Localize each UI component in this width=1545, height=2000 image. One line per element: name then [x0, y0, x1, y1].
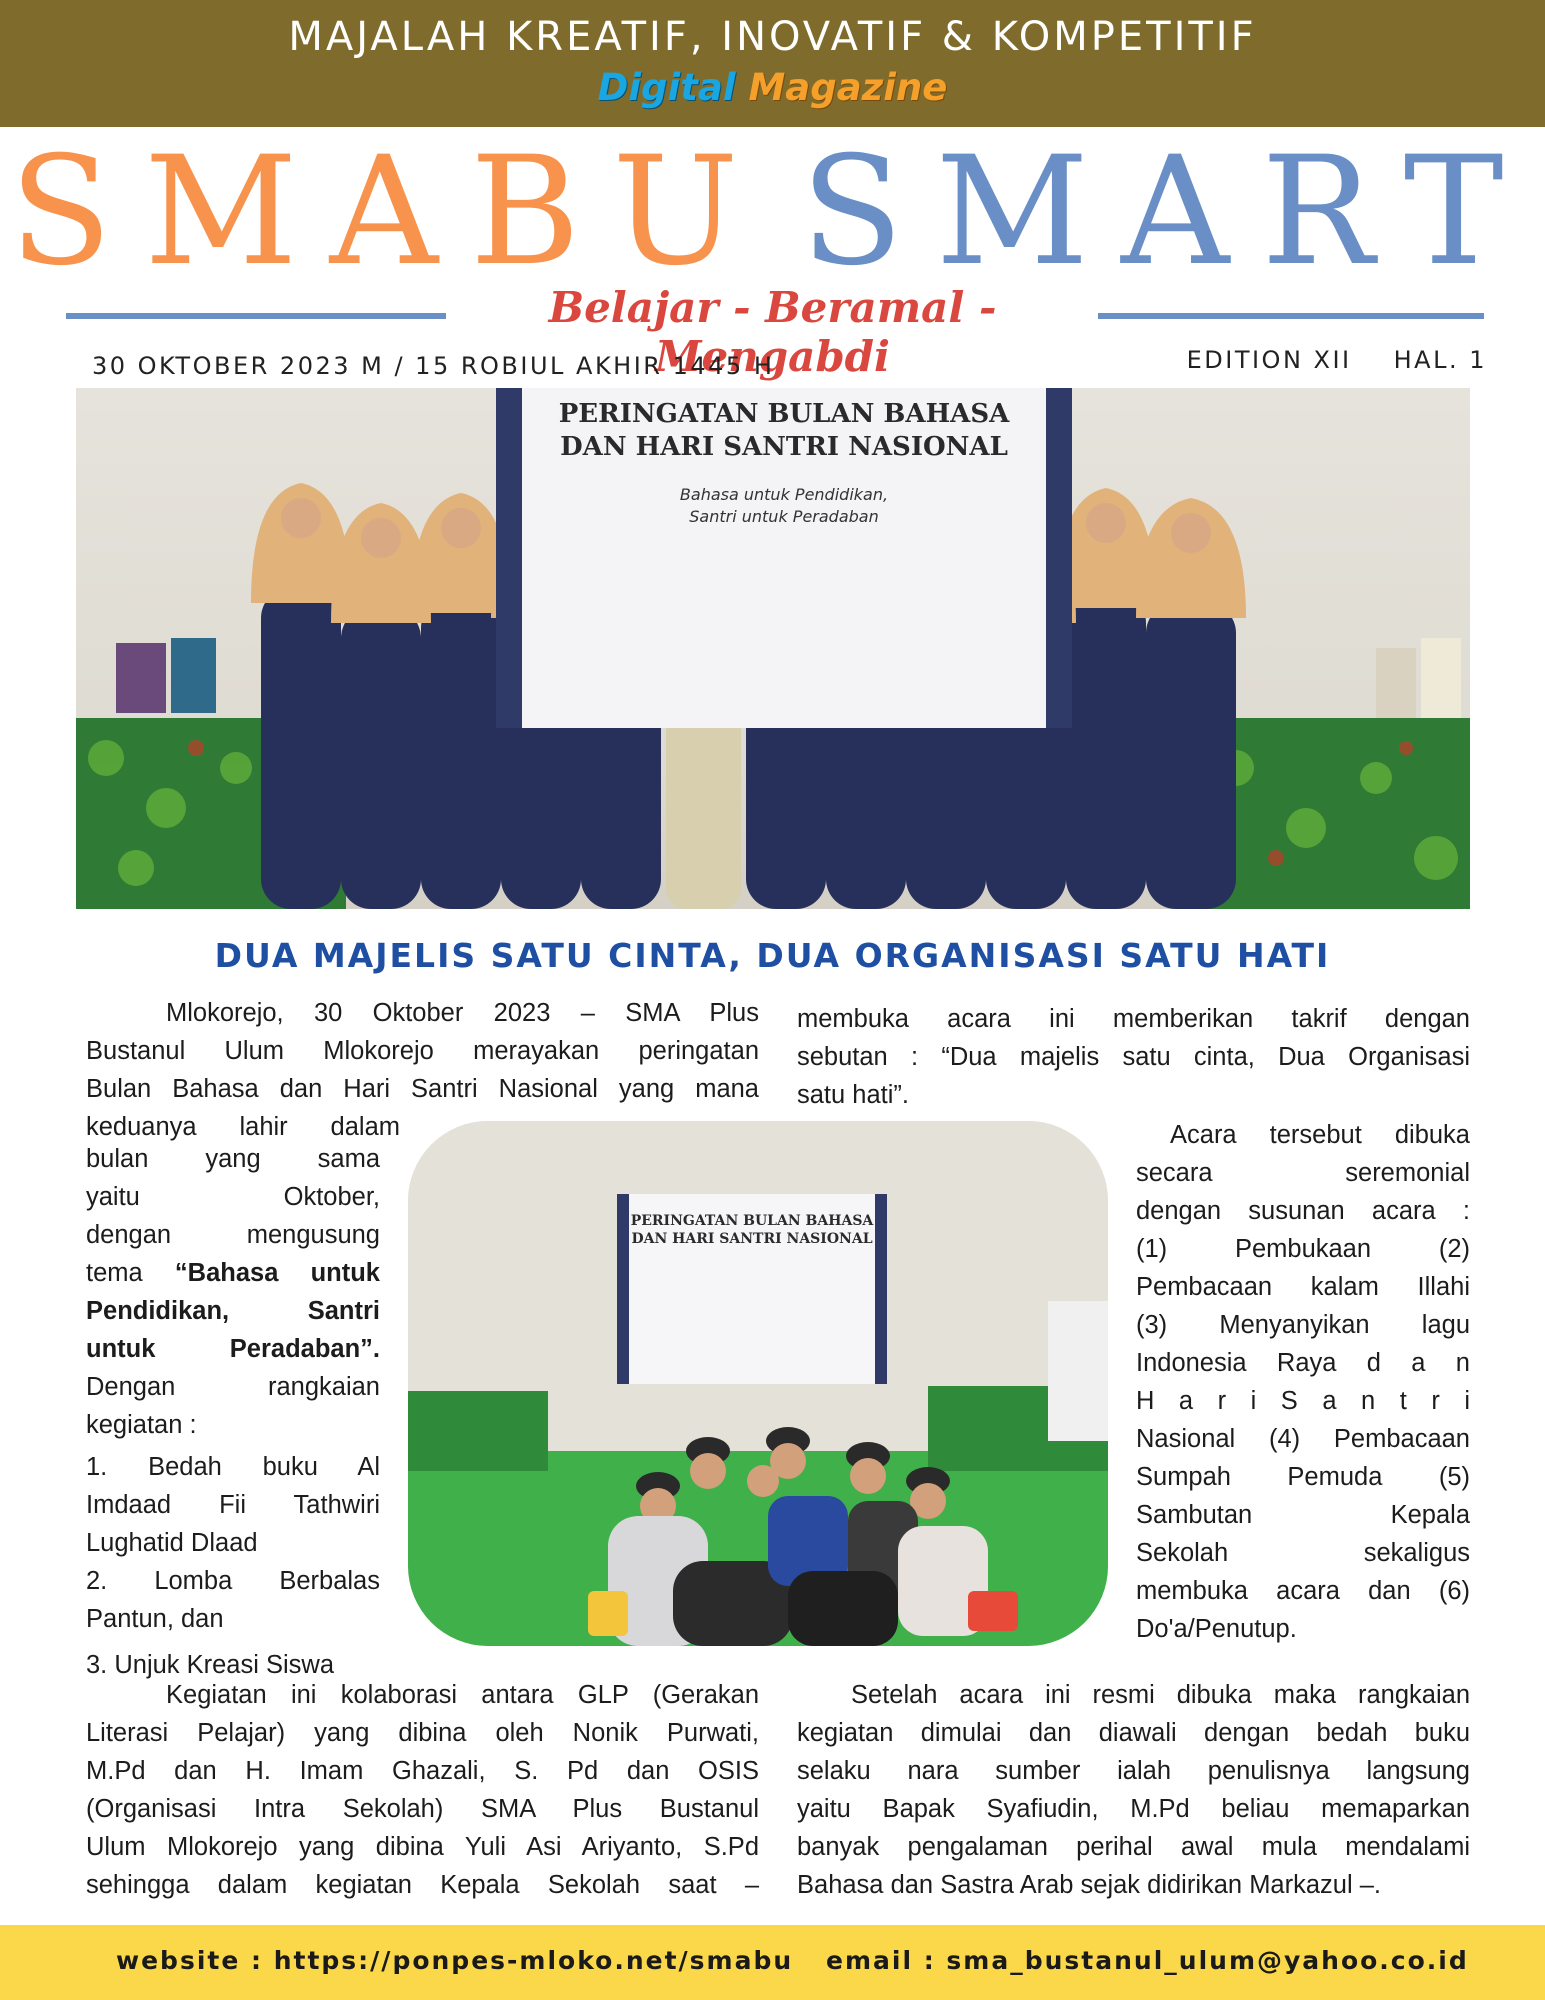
photo2-banner-line-2: DAN HARI SANTRI NASIONAL	[631, 1231, 873, 1247]
narrow-line: Dengan rangkaian	[86, 1373, 380, 1401]
masthead-smart: SMART	[800, 125, 1536, 299]
intro-line: Bustanul Ulum Mlokorejo merayakan peringatan	[86, 1037, 759, 1065]
right-column-bottom	[797, 1676, 1470, 1904]
right-mid-line: H a r i S a n t r i	[1136, 1387, 1470, 1415]
left-bottom-line: M.Pd dan H. Imam Ghazali, S. Pd dan OSIS	[86, 1757, 759, 1785]
theme-quote-line	[86, 1292, 380, 1330]
list-item-1-line: Imdaad Fii Tathwiri	[86, 1491, 380, 1519]
list-item-2-line: Pantun, dan	[86, 1605, 224, 1633]
theme-label: tema	[86, 1259, 143, 1287]
right-bottom-line: banyak pengalaman perihal awal mula mendalami	[797, 1833, 1470, 1861]
banner-title-line-2: DAN HARI SANTRI NASIONAL	[560, 432, 1008, 462]
digital-magazine-label	[0, 66, 1545, 109]
list-item-2-line: 2. Lomba Berbalas	[86, 1567, 380, 1595]
left-rule	[66, 313, 446, 319]
left-bottom-line: (Organisasi Intra Sekolah) SMA Plus Bustanul	[86, 1795, 759, 1823]
right-mid-line: (1) Pembukaan (2)	[1136, 1235, 1470, 1263]
banner-title-line-1: PERINGATAN BULAN BAHASA	[558, 399, 1010, 429]
narrow-line: yaitu Oktober,	[86, 1183, 380, 1211]
narrow-line: kegiatan :	[86, 1411, 197, 1439]
right-top-line: membuka acara ini memberikan takrif dengan	[797, 1005, 1470, 1033]
theme-quote-part-1: “Bahasa untuk	[174, 1259, 380, 1287]
right-bottom-line: kegiatan dimulai dan diawali dengan bedah buku	[797, 1719, 1470, 1747]
main-photo	[76, 388, 1470, 909]
issue-date: 30 OKTOBER 2023 M / 15 ROBIUL AKHIR 1445 H	[92, 352, 775, 380]
list-item-1-line: Lughatid Dlaad	[86, 1529, 258, 1557]
event-photo-banner	[617, 1194, 887, 1384]
right-mid-line: Sumpah Pemuda (5)	[1136, 1463, 1470, 1491]
list-item-1-line: 1. Bedah buku Al	[86, 1453, 380, 1481]
masthead-smabu: SMABU	[9, 125, 771, 299]
right-top-line: satu hati”.	[797, 1081, 909, 1109]
intro-line: Bulan Bahasa dan Hari Santri Nasional yang mana	[86, 1075, 759, 1103]
right-bottom-line: yaitu Bapak Syafiudin, M.Pd beliau memaparkan	[797, 1795, 1470, 1823]
right-mid-line: Indonesia Raya d a n	[1136, 1349, 1470, 1377]
right-mid-line: Nasional (4) Pembacaan	[1136, 1425, 1470, 1453]
right-mid-line: Acara tersebut dibuka	[1170, 1121, 1470, 1149]
right-mid-line: Pembacaan kalam Illahi	[1136, 1273, 1470, 1301]
left-bottom-line: Ulum Mlokorejo yang dibina Yuli Asi Ariyanto, S.Pd	[86, 1833, 759, 1861]
email-link[interactable]: email : sma_bustanul_ulum@yahoo.co.id	[826, 1946, 1469, 1975]
article-intro	[86, 994, 759, 1108]
narrow-line-theme	[86, 1254, 380, 1292]
narrow-line: bulan yang sama	[86, 1145, 380, 1173]
theme-quote-part-3: untuk Peradaban”.	[86, 1335, 380, 1363]
right-mid-line: secara seremonial	[1136, 1159, 1470, 1187]
narrow-line: dengan mengusung	[86, 1221, 380, 1249]
header-band	[0, 0, 1545, 127]
edition-info	[1187, 346, 1487, 374]
magazine-tagline: MAJALAH KREATIF, INOVATIF & KOMPETITIF	[288, 14, 1257, 60]
right-mid-line: Sambutan Kepala	[1136, 1501, 1470, 1529]
edition-number: EDITION XII	[1186, 346, 1352, 374]
magazine-word: Magazine	[748, 66, 948, 109]
left-narrow-column	[86, 1140, 380, 1684]
right-bottom-line: Bahasa dan Sastra Arab sejak didirikan Markazul –.	[797, 1871, 1381, 1899]
masthead	[0, 125, 1545, 299]
banner-subtitle-line-1: Bahasa untuk Pendidikan,	[679, 485, 889, 504]
right-bottom-line: Setelah acara ini resmi dibuka maka rangkaian	[851, 1681, 1470, 1709]
right-top-line: sebutan : “Dua majelis satu cinta, Dua Organisasi	[797, 1043, 1470, 1071]
website-link[interactable]: website : https://ponpes-mloko.net/smabu	[116, 1946, 794, 1975]
photo2-banner-line-1: PERINGATAN BULAN BAHASA	[630, 1213, 874, 1229]
right-mid-line: dengan susunan acara :	[1136, 1197, 1470, 1225]
event-banner	[496, 388, 1072, 728]
motto: Belajar - Beramal - Mengabdi	[548, 283, 997, 381]
right-column-top	[797, 1000, 1470, 1114]
intro-line: keduanya lahir dalam	[86, 1113, 400, 1141]
right-mid-line: Do'a/Penutup.	[1136, 1615, 1297, 1643]
list-item-3: 3. Unjuk Kreasi Siswa	[86, 1651, 335, 1679]
left-bottom-line: Kegiatan ini kolaborasi antara GLP (Gerakan	[166, 1681, 759, 1709]
left-bottom-line: Literasi Pelajar) yang dibina oleh Nonik Purwati,	[86, 1719, 759, 1747]
right-mid-line: Sekolah sekaligus	[1136, 1539, 1470, 1567]
right-mid-line: membuka acara dan (6)	[1136, 1577, 1470, 1605]
theme-quote-line	[86, 1330, 380, 1368]
article-headline: DUA MAJELIS SATU CINTA, DUA ORGANISASI SATU HATI	[214, 936, 1331, 975]
page-number: HAL. 1	[1393, 346, 1487, 374]
left-column-bottom	[86, 1676, 759, 1904]
digital-word: Digital	[597, 66, 736, 109]
left-bottom-line: sehingga dalam kegiatan Kepala Sekolah saat –	[86, 1871, 759, 1899]
theme-quote-part-2: Pendidikan, Santri	[86, 1297, 380, 1325]
right-narrow-column	[1136, 1116, 1470, 1648]
intro-line: Mlokorejo, 30 Oktober 2023 – SMA Plus	[166, 999, 759, 1027]
event-photo	[408, 1121, 1108, 1646]
right-mid-line: (3) Menyanyikan lagu	[1136, 1311, 1470, 1339]
banner-subtitle-line-2: Santri untuk Peradaban	[689, 507, 879, 526]
right-bottom-line: selaku nara sumber ialah penulisnya langsung	[797, 1757, 1470, 1785]
footer-band	[0, 1925, 1545, 2000]
right-rule	[1098, 313, 1484, 319]
